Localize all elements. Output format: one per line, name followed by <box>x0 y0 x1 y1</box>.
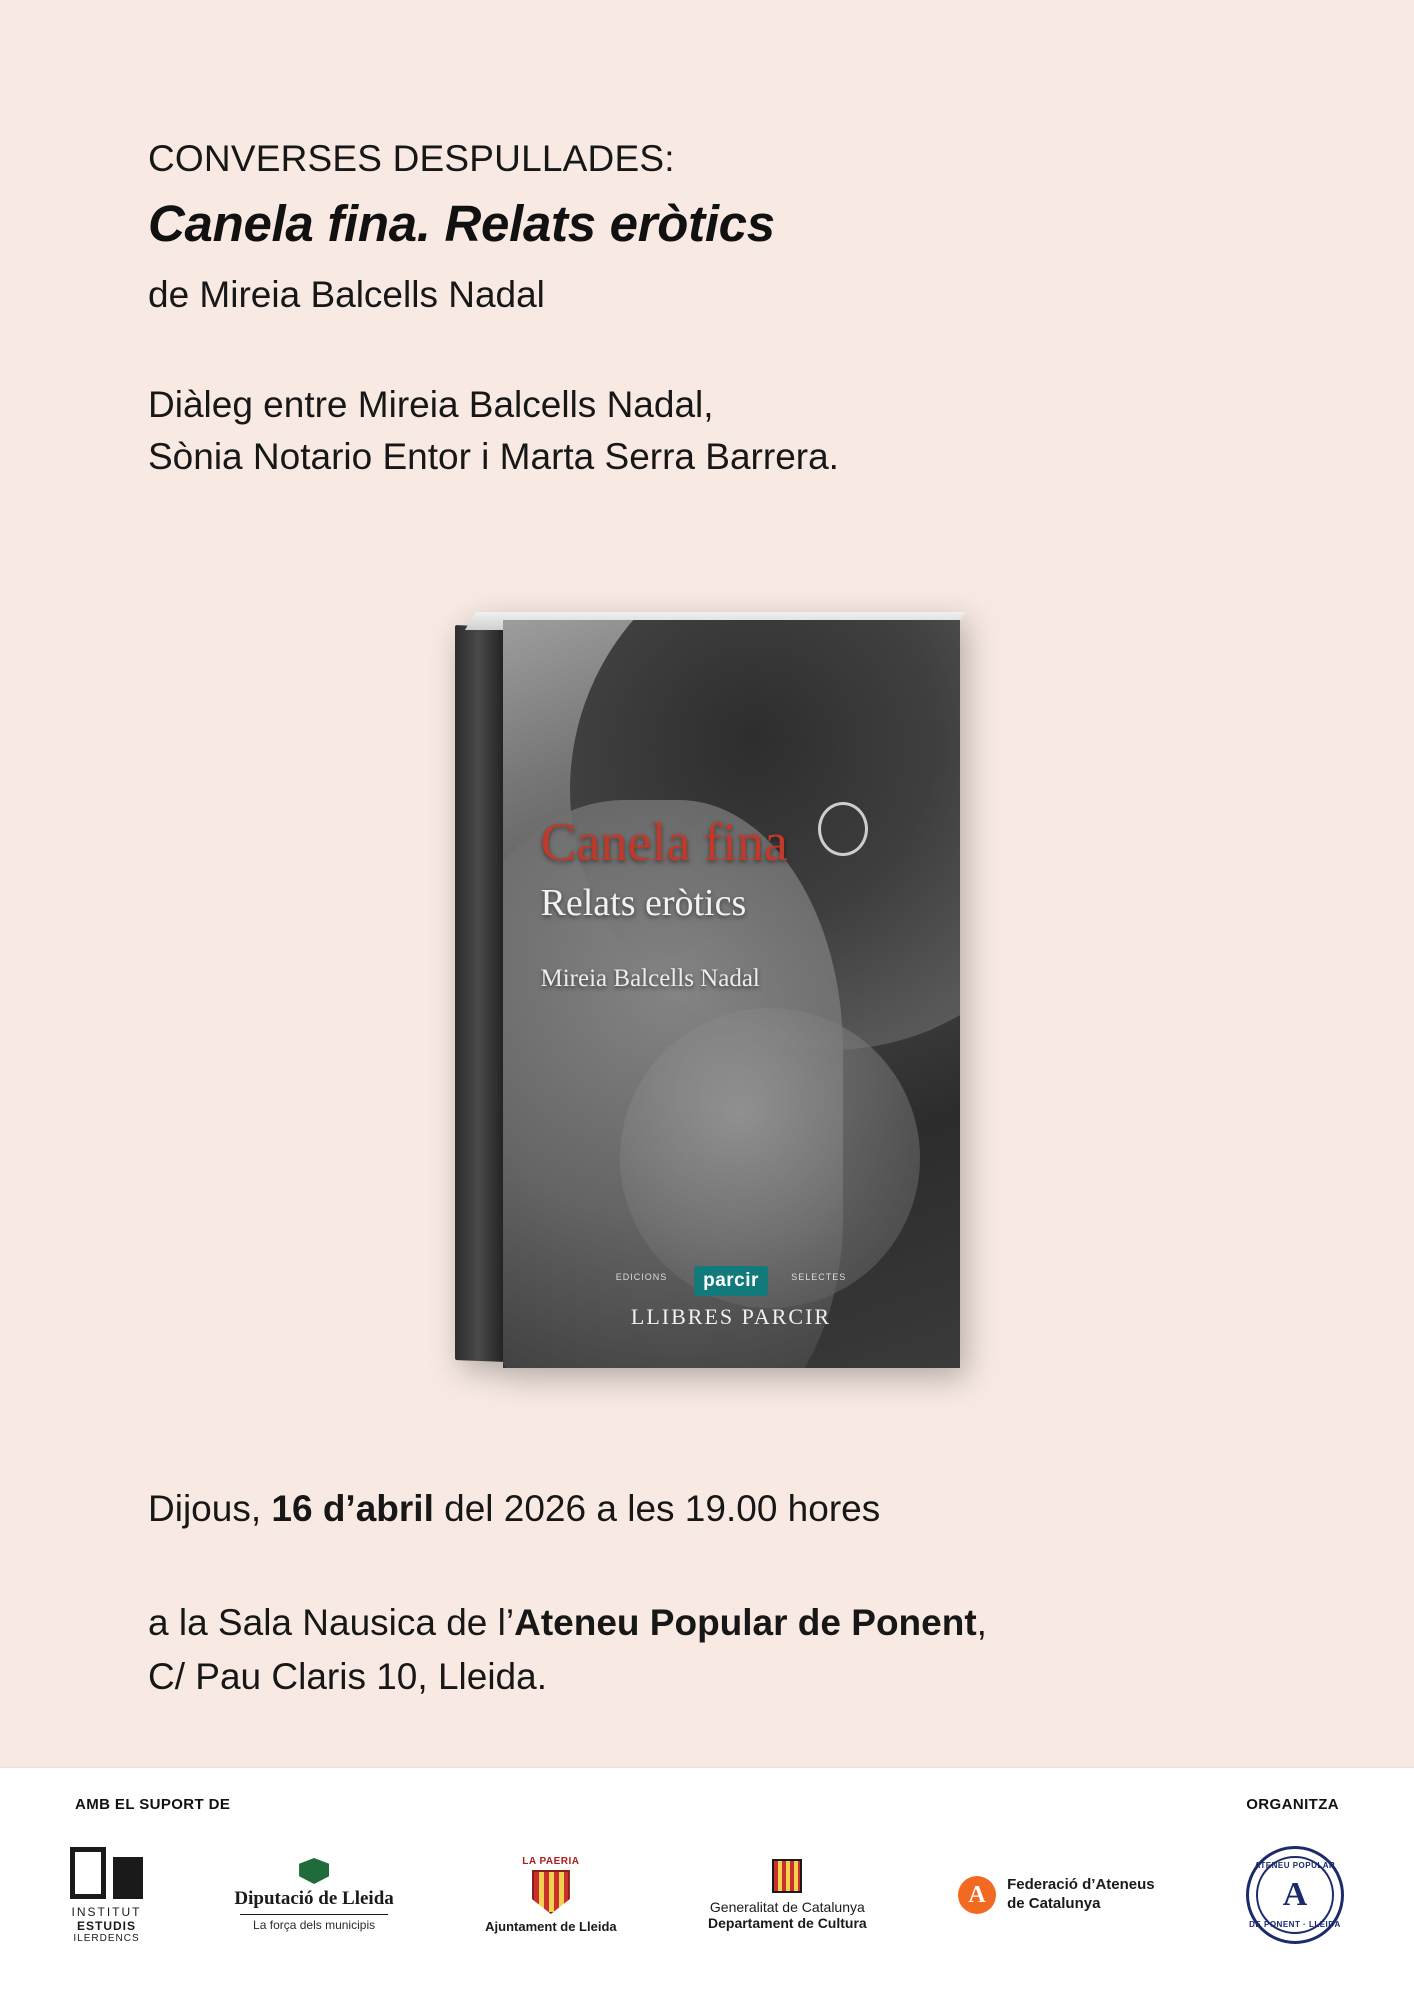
logo-federacio-dateneus <box>958 1876 1155 1914</box>
iei-line-3: ILERDENCS <box>73 1932 140 1944</box>
logo-institut-estudis-ilerdencs <box>70 1847 143 1944</box>
event-date-line <box>148 1482 987 1536</box>
ateneu-seal-icon <box>1246 1846 1344 1944</box>
book-cover-image <box>0 612 1414 1372</box>
ateneu-seal-mark: A <box>1282 1876 1308 1913</box>
cover-photo-shape-highlight <box>620 1008 920 1308</box>
federacio-line-1: Federació d’Ateneus <box>1007 1876 1155 1894</box>
ateneu-seal-bottom-text: DE PONENT · LLEIDA <box>1249 1920 1341 1929</box>
event-details <box>148 1482 987 1704</box>
iei-line-2: ESTUDIS <box>76 1918 136 1933</box>
book-3d <box>455 612 960 1372</box>
poster-dialog-line-1: Diàleg entre Mireia Balcells Nadal, <box>148 383 714 425</box>
cover-publisher-left: EDICIONS <box>615 1272 668 1282</box>
event-venue-line <box>148 1596 987 1650</box>
parcir-logo-mark: parcir <box>694 1266 768 1296</box>
iei-line-1: INSTITUT <box>71 1904 142 1919</box>
event-date-prefix: Dijous, <box>148 1488 272 1529</box>
logo-generalitat-de-catalunya <box>708 1859 867 1931</box>
poster-footer <box>0 1767 1414 2000</box>
paeria-shield-icon <box>532 1870 570 1914</box>
diputacio-line-1: Diputació de Lleida <box>234 1888 394 1909</box>
event-venue-suffix: , <box>976 1602 987 1644</box>
paeria-line-1: Ajuntament de Lleida <box>485 1919 617 1934</box>
book-front-cover <box>503 620 960 1368</box>
event-venue-prefix: a la Sala Nausica de l’ <box>148 1602 515 1644</box>
ateneu-seal-top-text: ATENEU POPULAR <box>1254 1861 1336 1870</box>
cover-publisher-right: SELECTES <box>791 1272 847 1282</box>
iei-mark-icon <box>70 1847 143 1899</box>
cover-author: Mireia Balcells Nadal <box>540 965 760 992</box>
cover-publisher-name: LLIBRES PARCIR <box>630 1304 832 1329</box>
poster-author: de Mireia Balcells Nadal <box>148 274 545 316</box>
book-spine <box>455 625 507 1362</box>
cover-title: Canela fina <box>540 812 788 872</box>
poster-kicker: CONVERSES DESPULLADES: <box>148 138 675 179</box>
cover-subtitle: Relats eròtics <box>540 882 747 924</box>
federacio-line-2: de Catalunya <box>1007 1895 1101 1912</box>
event-date-suffix: del 2026 a les 19.00 hores <box>433 1488 881 1529</box>
paeria-line-0: LA PAERIA <box>522 1856 580 1867</box>
generalitat-line-1: Generalitat de Catalunya <box>709 1899 865 1915</box>
logo-diputacio-de-lleida <box>234 1858 393 1932</box>
senyera-icon <box>772 1859 802 1893</box>
event-date-bold: 16 d’abril <box>271 1488 434 1529</box>
poster-dialog <box>148 379 1414 484</box>
support-label: AMB EL SUPORT DE <box>75 1796 231 1813</box>
event-address-line: C/ Pau Claris 10, Lleida. <box>148 1656 547 1698</box>
federacio-text <box>1007 1876 1155 1914</box>
diputacio-crest-icon <box>299 1858 329 1884</box>
footer-logos <box>70 1830 1344 1960</box>
cover-text-block <box>503 812 960 993</box>
poster-dialog-line-2: Sònia Notario Entor i Marta Serra Barrera. <box>148 436 839 478</box>
diputacio-line-2: La força dels municipis <box>253 1918 376 1932</box>
logo-ateneu-popular-de-ponent <box>1246 1846 1344 1944</box>
cover-publisher-logo <box>503 1266 960 1296</box>
page-title: Canela fina. Relats eròtics <box>148 194 775 252</box>
generalitat-line-2: Departament de Cultura <box>708 1915 867 1931</box>
event-venue-bold: Ateneu Popular de Ponent <box>514 1602 977 1644</box>
diputacio-divider <box>240 1914 387 1915</box>
organizer-label: ORGANITZA <box>1246 1796 1339 1813</box>
federacio-circle-icon: A <box>958 1876 996 1914</box>
logo-ajuntament-de-lleida <box>485 1856 616 1934</box>
